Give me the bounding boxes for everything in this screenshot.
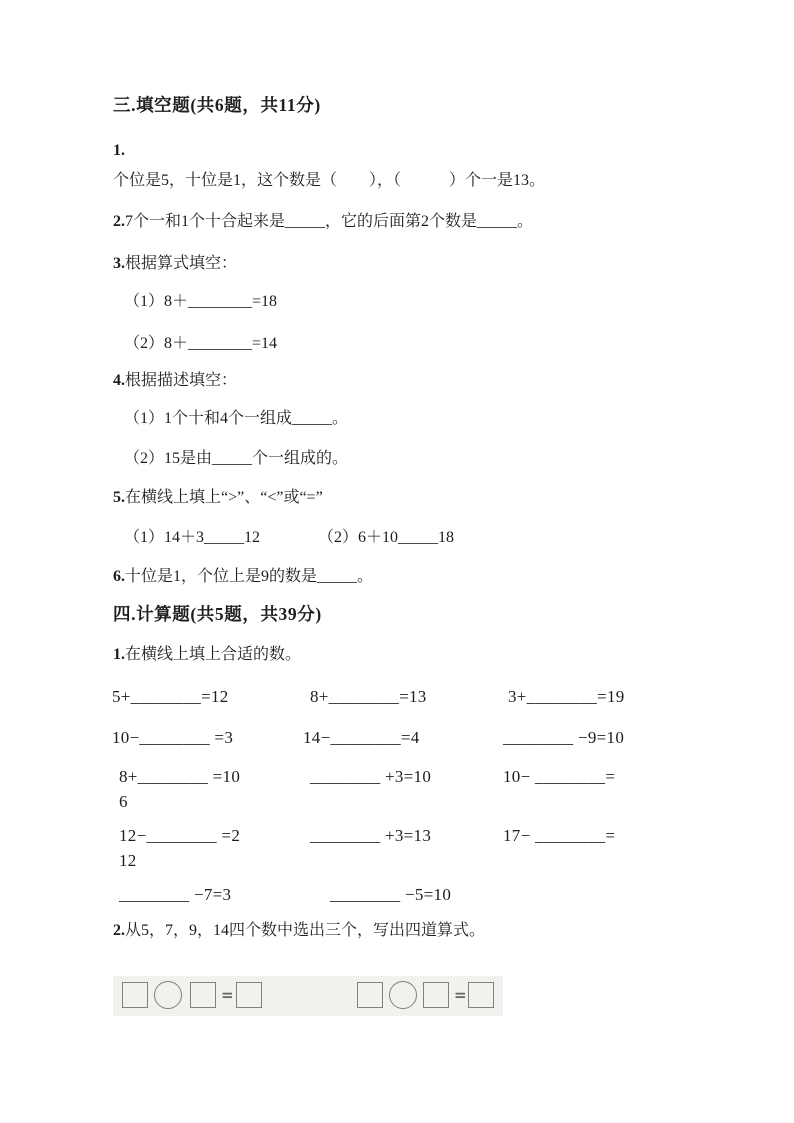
square-icon (236, 982, 262, 1008)
square-icon (357, 982, 383, 1008)
equation-r4c2: ________ +3=13 (310, 826, 432, 845)
circle-icon (154, 981, 182, 1009)
equals-sign: = (454, 986, 467, 1004)
equals-sign: = (221, 986, 234, 1004)
s4-q2-number: 2. (113, 922, 125, 939)
s4-q2-text: 从5，7，9，14四个数中选出三个，写出四道算式。 (125, 922, 486, 939)
s3-q5-number: 5. (113, 489, 125, 506)
s4-q1-number: 1. (113, 646, 125, 663)
s4-q1 (113, 645, 301, 664)
s3-q1-number: 1. (113, 142, 125, 159)
equation-r4c1: 12−________ =2 (119, 826, 241, 845)
s3-q2-number: 2. (113, 213, 125, 230)
s3-q4 (113, 371, 237, 390)
s3-q4-text: 根据描述填空： (125, 372, 238, 389)
s4-q2 (113, 921, 485, 940)
s3-q3-number: 3. (113, 255, 125, 272)
s3-q5 (113, 488, 323, 507)
equation-r2c2: 14−________=4 (303, 728, 420, 747)
equation-r1c2: 8+________=13 (310, 687, 427, 706)
s3-q3-text: 根据算式填空： (125, 255, 238, 272)
s3-q5-text: 在横线上填上“>”、“<”或“=” (125, 489, 323, 506)
square-icon (423, 982, 449, 1008)
equation-r4-wrapped-value: 12 (119, 851, 137, 870)
section4-title: 四.计算题(共5题，共39分) (113, 604, 322, 624)
s3-q2-text: 7个一和1个十合起来是_____，它的后面第2个数是_____。 (125, 213, 534, 230)
equation-r5c2: ________ −5=10 (330, 885, 452, 904)
s4-q1-text: 在横线上填上合适的数。 (125, 646, 302, 663)
equation-r2c3: ________ −9=10 (503, 728, 625, 747)
square-icon (468, 982, 494, 1008)
s3-q5-sub1: （1）14＋3_____12 (124, 529, 261, 546)
s3-q4-sub1: （1）1个十和4个一组成_____。 (124, 410, 349, 427)
square-icon (190, 982, 216, 1008)
equation-r4c3: 17− ________= (503, 826, 616, 845)
equation-r1c1: 5+________=12 (112, 687, 229, 706)
s3-q3-sub2: （2）8＋________=14 (124, 335, 278, 352)
section3-title: 三.填空题(共6题，共11分) (113, 95, 321, 115)
shape-equations-image (113, 976, 503, 1016)
s3-q3 (113, 254, 237, 273)
s3-q3-sub1: （1）8＋________=18 (124, 293, 278, 310)
equation-r3c2: ________ +3=10 (310, 767, 432, 786)
square-icon (122, 982, 148, 1008)
equation-r3c1: 8+________ =10 (119, 767, 241, 786)
s3-q6-number: 6. (113, 568, 125, 585)
s3-q1-text: 个位是5，十位是1，这个数是（ ），（ ）个一是13。 (113, 172, 546, 189)
s3-q5-sub2: （2）6＋10_____18 (318, 529, 455, 546)
circle-icon (389, 981, 417, 1009)
s3-q6 (113, 567, 373, 586)
equation-r3-wrapped-value: 6 (119, 792, 128, 811)
s3-q6-text: 十位是1，个位上是9的数是_____。 (125, 568, 374, 585)
s3-q4-sub2: （2）15是由_____个一组成的。 (124, 450, 349, 467)
equation-r1c3: 3+________=19 (508, 687, 625, 706)
equation-r2c1: 10−________ =3 (112, 728, 234, 747)
equation-r3c3: 10− ________= (503, 767, 616, 786)
s3-q4-number: 4. (113, 372, 125, 389)
s3-q2 (113, 212, 533, 231)
equation-r5c1: ________ −7=3 (119, 885, 232, 904)
